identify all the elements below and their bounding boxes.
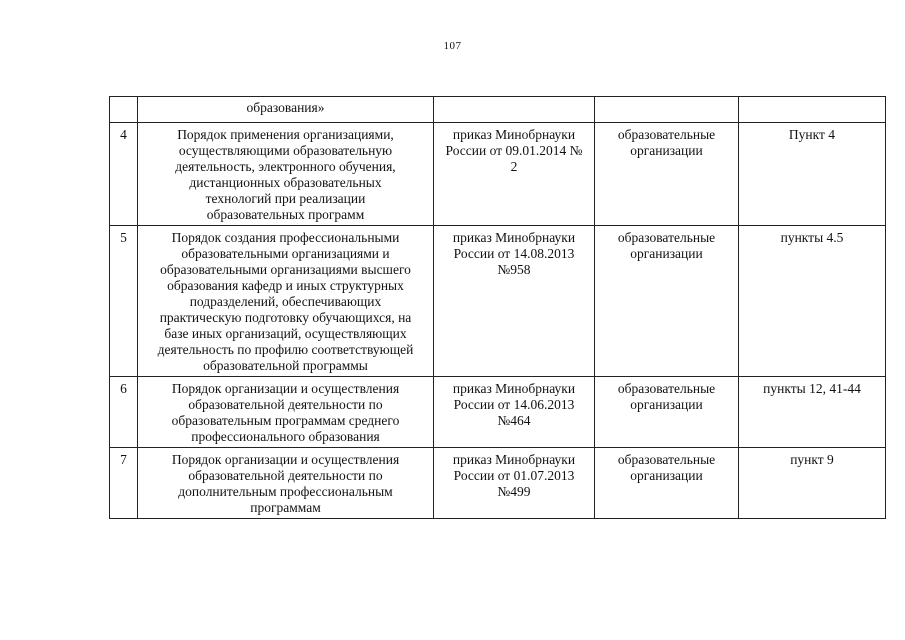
document-name-line: деятельность, электронного обучения, [175, 159, 396, 174]
item-cell: пункт 9 [739, 448, 886, 519]
act-reference-cell [434, 97, 595, 123]
document-name-line: базе иных организаций, осуществляющих [164, 326, 407, 341]
act-reference-line: 2 [510, 159, 518, 174]
subject-line: организации [630, 246, 703, 261]
act-reference-line: России от 09.01.2014 № [445, 143, 583, 158]
document-name-line: деятельность по профилю соответствующей [157, 342, 414, 357]
item-cell [739, 97, 886, 123]
subject-cell [595, 123, 739, 226]
row-number-cell [110, 97, 138, 123]
act-reference-line: №464 [497, 413, 531, 428]
subject-cell [595, 97, 739, 123]
act-reference-cell [434, 448, 595, 519]
document-name-line: образовательными организациями и [181, 246, 390, 261]
document-name-line: профессионального образования [191, 429, 380, 444]
document-name-line: практическую подготовку обучающихся, на [159, 310, 412, 325]
act-reference-line: России от 14.08.2013 [453, 246, 575, 261]
subject-line: образовательные [617, 452, 716, 467]
document-name-line: образовательными организациями высшего [160, 262, 411, 277]
document-name-line: Порядок организации и осуществления [171, 381, 400, 396]
page-number: 107 [443, 40, 462, 52]
row-number-cell: 6 [110, 377, 138, 448]
table-row [110, 448, 886, 519]
row-number-cell: 7 [110, 448, 138, 519]
act-reference-line: приказ Минобрнауки [452, 127, 576, 142]
document-name-line: образовательной деятельности по [188, 397, 383, 412]
document-name-cell [138, 123, 434, 226]
subject-cell [595, 448, 739, 519]
document-name-line: образовательной деятельности по [188, 468, 383, 483]
act-reference-line: приказ Минобрнауки [452, 381, 576, 396]
document-name-line: Порядок применения организациями, [177, 127, 394, 142]
document-name-line: осуществляющими образовательную [178, 143, 393, 158]
row-number-cell: 5 [110, 226, 138, 377]
document-name-line: образовательных программ [206, 207, 365, 222]
subject-line: образовательные [617, 127, 716, 142]
table-row [110, 123, 886, 226]
act-reference-line: России от 01.07.2013 [453, 468, 575, 483]
document-name-line: подразделений, обеспечивающих [189, 294, 382, 309]
table-row [110, 226, 886, 377]
document-name-line: образовательной программы [203, 358, 368, 373]
document-name-line: технологий при реализации [205, 191, 366, 206]
document-name-line: Порядок организации и осуществления [171, 452, 400, 467]
document-name-line: дистанционных образовательных [189, 175, 382, 190]
document-name-line: дополнительным профессиональным [178, 484, 393, 499]
row-number-cell: 4 [110, 123, 138, 226]
regulations-table [109, 96, 886, 519]
item-cell: пункты 4.5 [739, 226, 886, 377]
act-reference-line: №499 [497, 484, 531, 499]
table-row [110, 377, 886, 448]
document-name-cell [138, 448, 434, 519]
subject-line: организации [630, 397, 703, 412]
act-reference-line: России от 14.06.2013 [453, 397, 575, 412]
table-row-continuation [110, 97, 886, 123]
act-reference-line: приказ Минобрнауки [452, 230, 576, 245]
subject-cell [595, 377, 739, 448]
act-reference-line: приказ Минобрнауки [452, 452, 576, 467]
act-reference-line: №958 [497, 262, 531, 277]
subject-line: организации [630, 468, 703, 483]
document-name-line: программам [250, 500, 321, 515]
act-reference-cell [434, 123, 595, 226]
subject-cell [595, 226, 739, 377]
document-name-line: Порядок создания профессиональными [171, 230, 400, 245]
document-name-cell [138, 226, 434, 377]
subject-line: образовательные [617, 381, 716, 396]
document-name-line: образовательным программам среднего [171, 413, 400, 428]
subject-line: образовательные [617, 230, 716, 245]
subject-line: организации [630, 143, 703, 158]
act-reference-cell [434, 226, 595, 377]
item-cell: Пункт 4 [739, 123, 886, 226]
act-reference-cell [434, 377, 595, 448]
item-cell: пункты 12, 41-44 [739, 377, 886, 448]
document-name-line: образования кафедр и иных структурных [167, 278, 404, 293]
document-name-cell [138, 377, 434, 448]
document-name-cell: образования» [138, 97, 434, 123]
